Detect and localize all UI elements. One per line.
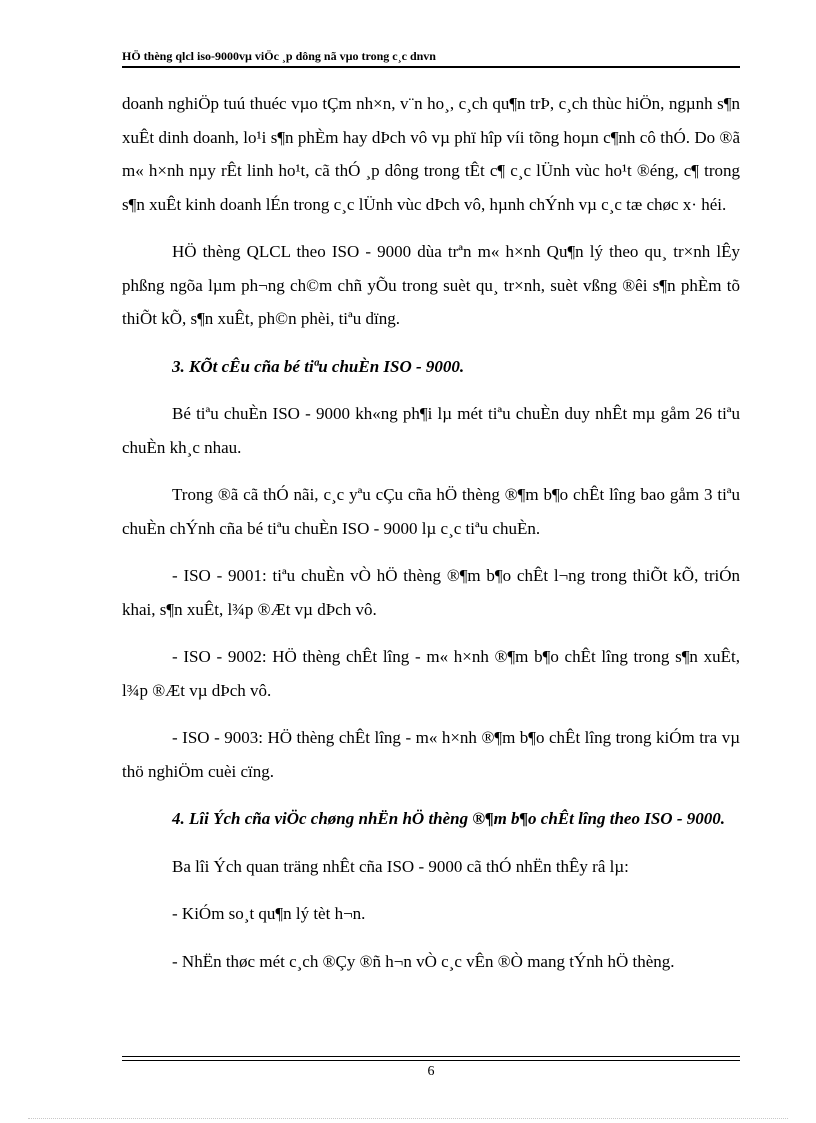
section-heading: 4. Lîi Ých cña viÖc chøng nhËn hÖ thèng ®¶m b¶o chÊt lîng theo ISO - 9000. (172, 809, 725, 828)
header-rule (122, 66, 740, 68)
body-paragraph: Bé tiªu chuÈn ISO - 9000 kh«ng ph¶i lµ mét tiªu chuÈn duy nhÊt mµ gåm 26 tiªu chuÈn kh¸c nhau. (122, 404, 740, 457)
body-paragraph: - ISO - 9002: HÖ thèng chÊt lîng - m« h×nh ®¶m b¶o chÊt lîng trong s¶n xuÊt, l¾p ®Æt vµ dÞch vô. (122, 647, 740, 700)
body-paragraph: doanh nghiÖp tuú thuéc vµo tÇm nh×n, v¨n ho¸, c¸ch qu¶n trÞ, c¸ch thùc hiÖn, ngµnh s¶n xuÊt dinh doanh, lo¹i s¶n phÈm hay dÞch vô vµ phï hîp víi tõng hoµn c¶nh cô thÓ. Do ®ã m« h×nh nµy rÊt linh ho¹t, cã thÓ ¸p dông trong tÊt c¶ c¸c lÜnh vùc ho¹t ®éng, c¶ trong s¶n xuÊt kinh doanh lÉn trong c¸c lÜnh vùc dÞch vô, hµnh chÝnh vµ c¸c tæ chøc x· héi. (122, 94, 740, 214)
running-header: HÖ thèng qlcl iso-9000vµ viÖc ¸p dông nã vµo trong c¸c dnvn (122, 49, 436, 63)
document-body (122, 87, 740, 992)
body-paragraph: - ISO - 9001: tiªu chuÈn vÒ hÖ thèng ®¶m b¶o chÊt l¬ng trong thiÕt kÕ, triÓn khai, s¶n xuÊt, l¾p ®Æt vµ dÞch vô. (122, 566, 740, 619)
body-paragraph: HÖ thèng QLCL theo ISO - 9000 dùa trªn m« h×nh Qu¶n lý theo qu¸ tr×nh lÊy phßng ngõa lµm ph¬ng ch©m chñ yÕu trong suèt qu¸ tr×nh, suèt vßng ®êi s¶n phÈm tõ thiÕt kÕ, s¶n xuÊt, ph©n phèi, tiªu dïng. (122, 242, 740, 328)
section-heading: 3. KÕt cÊu cña bé tiªu chuÈn ISO - 9000. (172, 356, 465, 376)
footer-rule (122, 1056, 740, 1061)
page-edge (28, 1118, 788, 1119)
body-paragraph: - KiÓm so¸t qu¶n lý tèt h¬n. (172, 904, 366, 923)
body-paragraph: Trong ®ã cã thÓ nãi, c¸c yªu cÇu cña hÖ thèng ®¶m b¶o chÊt lîng bao gåm 3 tiªu chuÈn chÝnh cña bé tiªu chuÈn ISO - 9000 lµ c¸c tiªu chuÈn. (122, 485, 740, 538)
body-paragraph: Ba lîi Ých quan träng nhÊt cña ISO - 9000 cã thÓ nhËn thÊy râ lµ: (172, 856, 629, 876)
page-number: 6 (427, 1064, 435, 1079)
body-paragraph: - NhËn thøc mét c¸ch ®Çy ®ñ h¬n vÒ c¸c vÊn ®Ò mang tÝnh hÖ thèng. (172, 951, 675, 971)
body-paragraph: - ISO - 9003: HÖ thèng chÊt lîng - m« h×nh ®¶m b¶o chÊt lîng trong kiÓm tra vµ thö nghiÖm cuèi cïng. (122, 728, 740, 781)
